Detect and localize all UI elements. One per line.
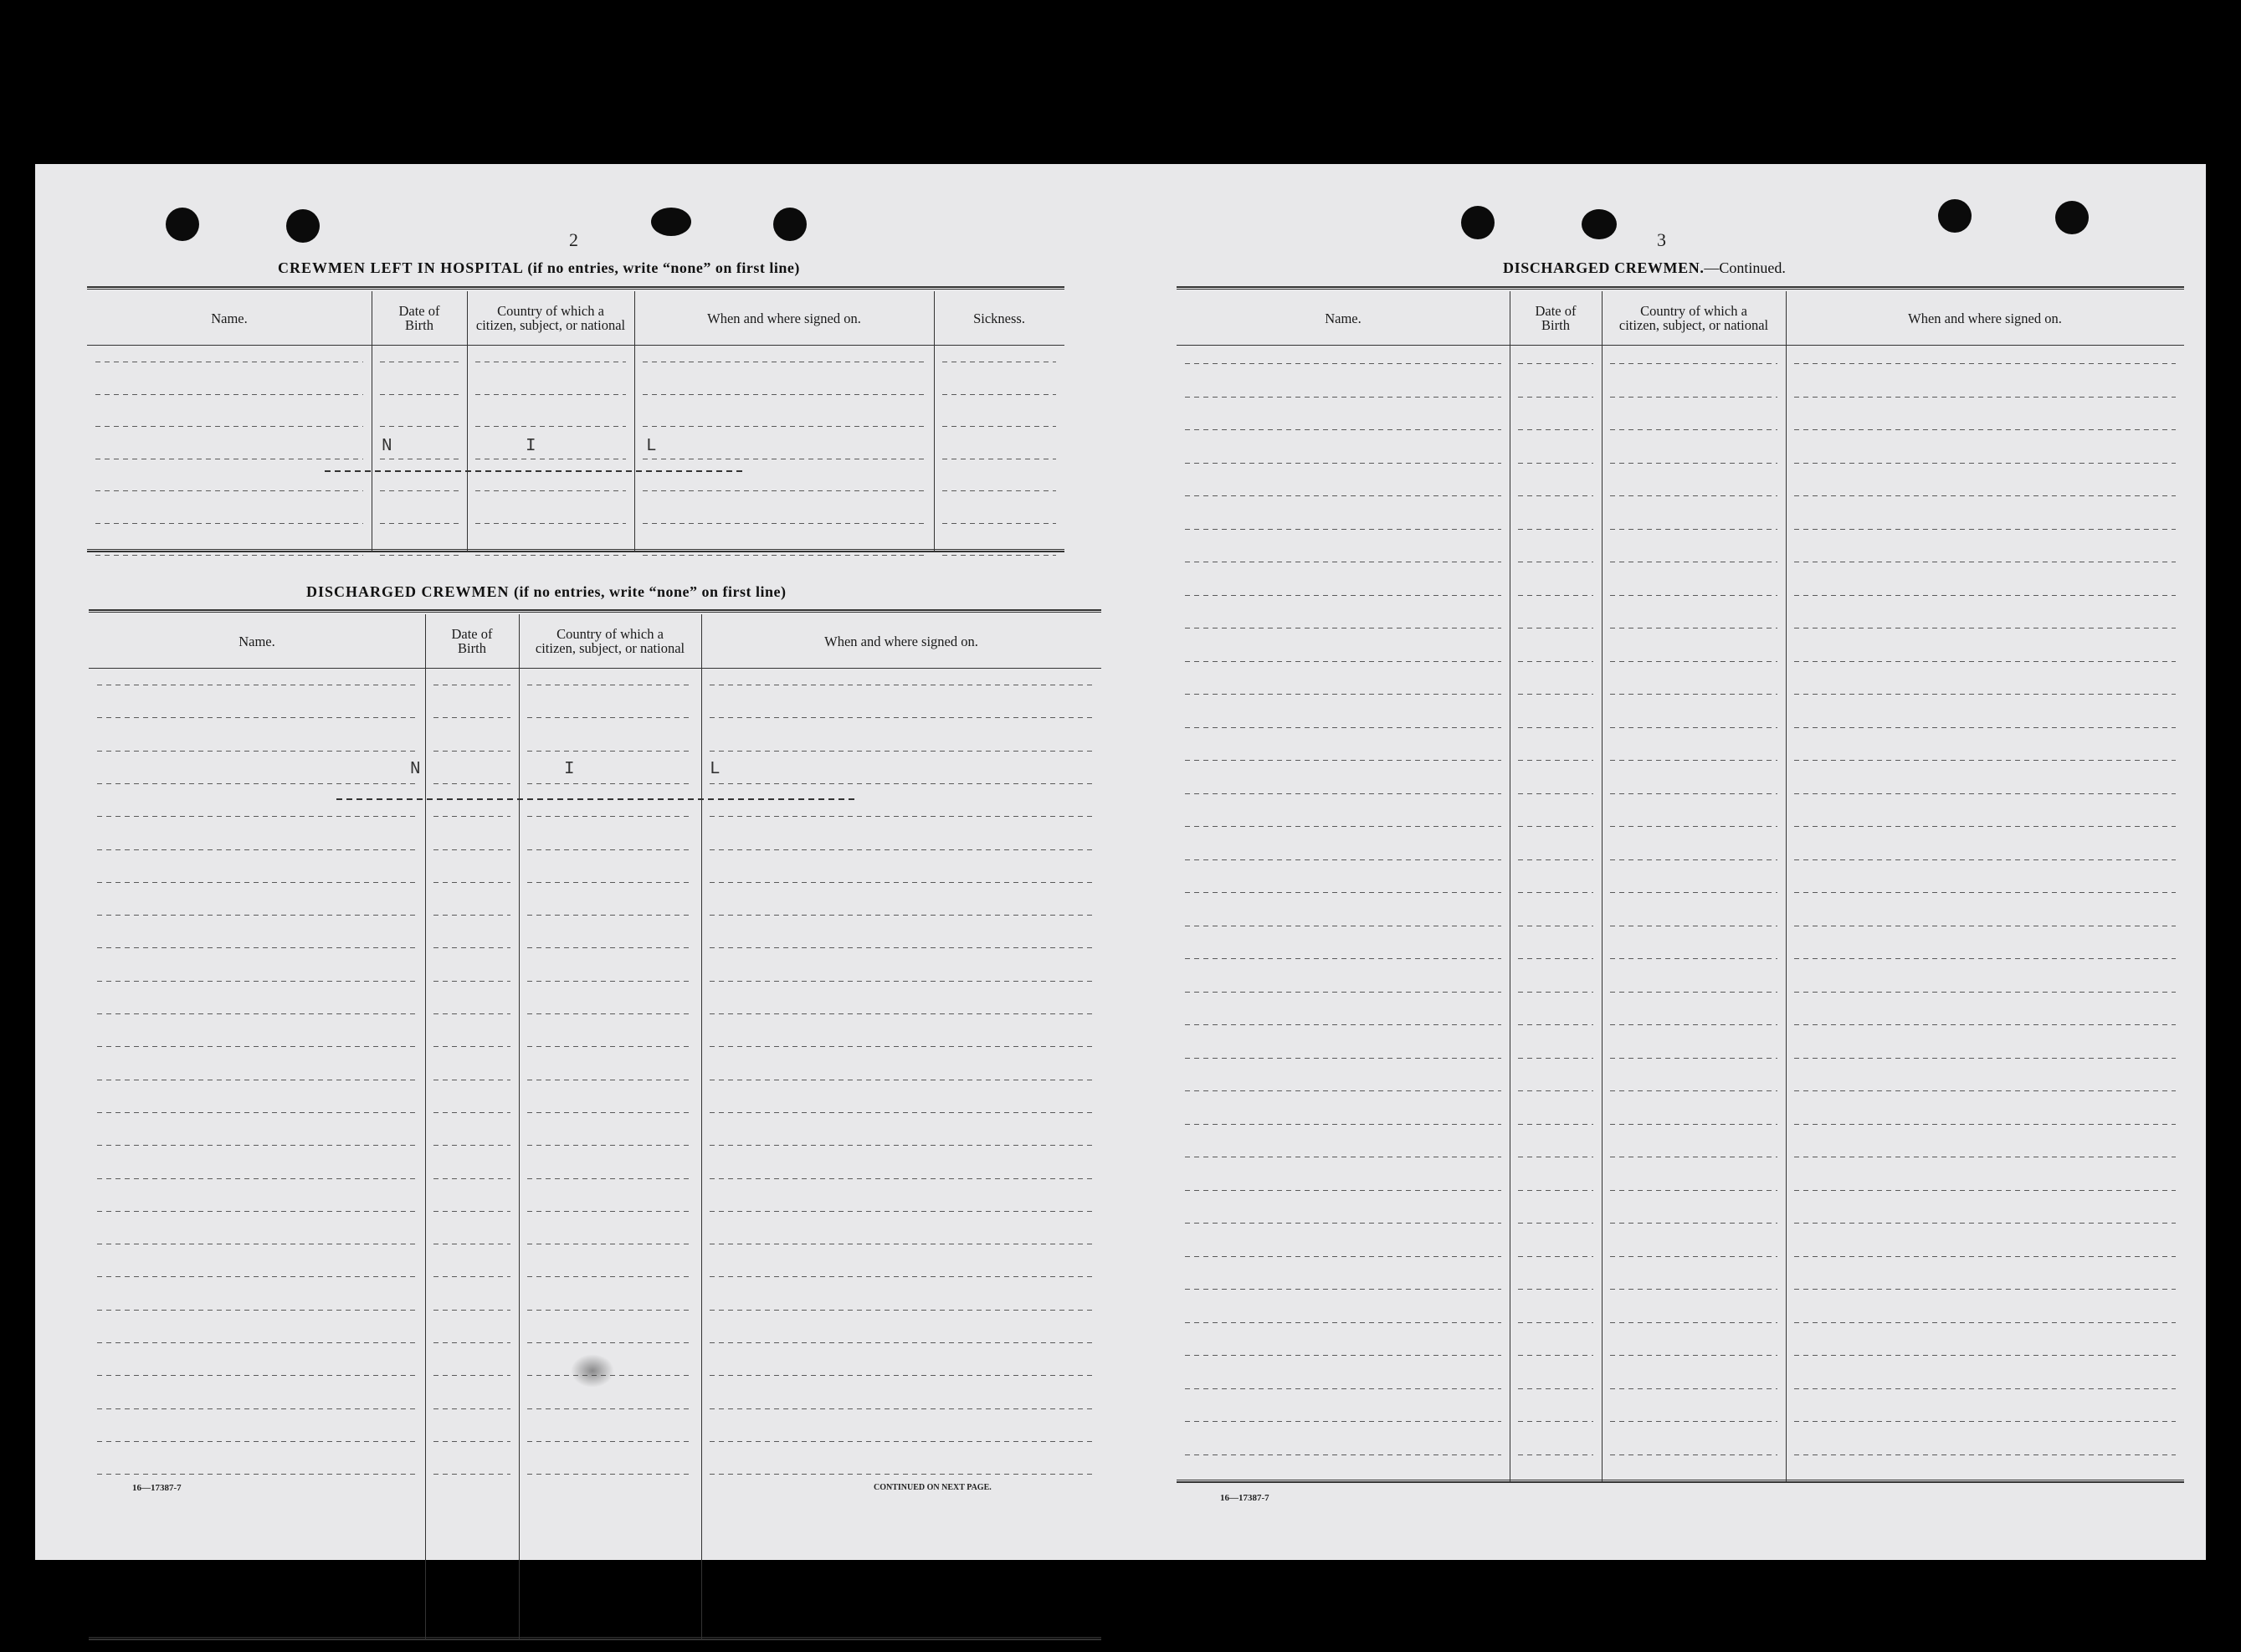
blank-entry-line xyxy=(433,816,510,817)
hospital-section-title xyxy=(278,259,800,277)
blank-entry-line xyxy=(1610,595,1777,596)
blank-entry-line xyxy=(1185,397,1501,398)
blank-entry-line xyxy=(1518,1190,1593,1191)
blank-entry-line xyxy=(1794,1058,2176,1059)
blank-entry-line xyxy=(97,882,417,883)
blank-entry-line xyxy=(433,947,510,948)
blank-entry-line xyxy=(1610,694,1777,695)
blank-entry-line xyxy=(1185,661,1501,662)
blank-entry-line xyxy=(710,1375,1093,1376)
blank-entry-line xyxy=(1610,661,1777,662)
column-header-name: Name. xyxy=(238,633,275,649)
blank-entry-line xyxy=(1610,1355,1777,1356)
punch-hole xyxy=(166,208,199,241)
blank-entry-line xyxy=(1185,793,1501,794)
column-header-signed-on: When and where signed on. xyxy=(824,633,978,649)
blank-entry-line xyxy=(1518,495,1593,496)
blank-entry-line xyxy=(97,717,417,718)
page-number: 3 xyxy=(1657,229,1666,250)
blank-entry-line xyxy=(97,1046,417,1047)
blank-entry-line xyxy=(527,1211,693,1212)
continued-note: CONTINUED ON NEXT PAGE. xyxy=(874,1483,992,1492)
blank-entry-line xyxy=(527,717,693,718)
blank-entry-line xyxy=(1794,1454,2176,1455)
section-note: (if no entries, write “none” on first line) xyxy=(514,583,787,600)
blank-entry-line xyxy=(97,1211,417,1212)
blank-entry-line xyxy=(527,1178,693,1179)
punch-hole xyxy=(2055,201,2089,234)
ink-smudge xyxy=(571,1354,614,1388)
blank-entry-line xyxy=(527,849,693,850)
blank-entry-line xyxy=(1794,595,2176,596)
blank-entry-line xyxy=(1610,1289,1777,1290)
blank-entry-line xyxy=(433,1375,510,1376)
blank-entry-line xyxy=(433,1145,510,1146)
column-header-signed-on: When and where signed on. xyxy=(1908,310,2062,326)
blank-entry-line xyxy=(527,947,693,948)
typed-dash-line xyxy=(325,470,743,472)
blank-entry-line xyxy=(433,882,510,883)
blank-entry-line xyxy=(97,915,417,916)
blank-entry-line xyxy=(1185,1124,1501,1125)
blank-entry-line xyxy=(97,816,417,817)
section-note: (if no entries, write “none” on first line) xyxy=(527,259,800,276)
blank-entry-line xyxy=(433,1046,510,1047)
form-number: 16—17387-7 xyxy=(132,1483,182,1493)
blank-entry-line xyxy=(433,1013,510,1014)
blank-entry-line xyxy=(1794,760,2176,761)
blank-entry-line xyxy=(1794,463,2176,464)
table-bottom-rule xyxy=(89,1637,1101,1640)
blank-entry-line xyxy=(95,523,363,524)
blank-entry-line xyxy=(1610,397,1777,398)
blank-entry-line xyxy=(1794,1322,2176,1323)
column-header-text: Country of which a citizen, subject, or national xyxy=(475,303,626,333)
blank-entry-line xyxy=(1794,694,2176,695)
blank-entry-line xyxy=(1518,1388,1593,1389)
blank-entry-line xyxy=(97,1408,417,1409)
column-divider xyxy=(425,614,426,1639)
blank-entry-line xyxy=(1794,661,2176,662)
blank-entry-line xyxy=(1185,529,1501,530)
table-bottom-rule xyxy=(87,549,1064,552)
blank-entry-line xyxy=(1794,793,2176,794)
blank-entry-line xyxy=(710,751,1093,752)
blank-entry-line xyxy=(1185,1256,1501,1257)
blank-entry-line xyxy=(433,981,510,982)
column-header-name: Name. xyxy=(211,310,248,326)
blank-entry-line xyxy=(97,1178,417,1179)
table-top-rule xyxy=(87,286,1064,290)
blank-entry-line xyxy=(380,555,459,556)
blank-entry-line xyxy=(643,394,926,395)
blank-entry-line xyxy=(527,1310,693,1311)
blank-entry-line xyxy=(1185,1454,1501,1455)
blank-entry-line xyxy=(1794,1289,2176,1290)
typed-letter: N xyxy=(410,760,421,779)
blank-entry-line xyxy=(433,1178,510,1179)
blank-entry-line xyxy=(380,523,459,524)
blank-entry-line xyxy=(710,1310,1093,1311)
blank-entry-line xyxy=(1610,727,1777,728)
blank-entry-line xyxy=(1518,1024,1593,1025)
blank-entry-line xyxy=(1794,1355,2176,1356)
blank-entry-line xyxy=(97,1441,417,1442)
blank-entry-line xyxy=(710,1145,1093,1146)
blank-entry-line xyxy=(710,1474,1093,1475)
blank-entry-line xyxy=(1610,1090,1777,1091)
blank-entry-line xyxy=(527,1276,693,1277)
blank-entry-line xyxy=(527,1046,693,1047)
blank-entry-line xyxy=(710,1408,1093,1409)
blank-entry-line xyxy=(1518,793,1593,794)
blank-entry-line xyxy=(643,523,926,524)
blank-entry-line xyxy=(1794,1090,2176,1091)
blank-entry-line xyxy=(1794,397,2176,398)
blank-entry-line xyxy=(95,555,363,556)
form-number: 16—17387-7 xyxy=(1220,1493,1269,1503)
blank-entry-line xyxy=(942,394,1056,395)
punch-hole xyxy=(651,208,691,236)
blank-entry-line xyxy=(97,1145,417,1146)
blank-entry-line xyxy=(433,717,510,718)
blank-entry-line xyxy=(1518,958,1593,959)
table-header-rule xyxy=(1177,345,2184,346)
column-header-date-of-birth xyxy=(1510,291,1602,345)
blank-entry-line xyxy=(1610,1421,1777,1422)
typed-letter: L xyxy=(646,437,657,456)
column-header-signed-on: When and where signed on. xyxy=(707,310,861,326)
blank-entry-line xyxy=(1794,1024,2176,1025)
blank-entry-line xyxy=(1610,859,1777,860)
blank-entry-line xyxy=(942,490,1056,491)
blank-entry-line xyxy=(1518,363,1593,364)
column-divider xyxy=(701,614,702,1639)
blank-entry-line xyxy=(527,1342,693,1343)
blank-entry-line xyxy=(95,426,363,427)
blank-entry-line xyxy=(1185,892,1501,893)
blank-entry-line xyxy=(1610,1124,1777,1125)
blank-entry-line xyxy=(527,816,693,817)
blank-entry-line xyxy=(1185,958,1501,959)
discharged-continued-table xyxy=(1177,286,2184,1652)
section-title-text: CREWMEN LEFT IN HOSPITAL xyxy=(278,259,523,276)
typed-dash-line xyxy=(336,798,857,800)
blank-entry-line xyxy=(710,1342,1093,1343)
blank-entry-line xyxy=(1518,1454,1593,1455)
blank-entry-line xyxy=(1518,859,1593,860)
blank-entry-line xyxy=(1610,1388,1777,1389)
blank-entry-line xyxy=(433,1112,510,1113)
blank-entry-line xyxy=(97,849,417,850)
blank-entry-line xyxy=(710,1441,1093,1442)
section-title-text: DISCHARGED CREWMEN. xyxy=(1503,259,1705,276)
blank-entry-line xyxy=(1610,495,1777,496)
blank-entry-line xyxy=(97,1310,417,1311)
blank-entry-line xyxy=(97,1112,417,1113)
blank-entry-line xyxy=(1518,1289,1593,1290)
blank-entry-line xyxy=(433,751,510,752)
blank-entry-line xyxy=(1610,793,1777,794)
blank-entry-line xyxy=(1610,958,1777,959)
blank-entry-line xyxy=(710,1112,1093,1113)
blank-entry-line xyxy=(475,490,626,491)
page-number: 2 xyxy=(569,229,578,250)
blank-entry-line xyxy=(710,1276,1093,1277)
blank-entry-line xyxy=(1185,1058,1501,1059)
column-header-text: Date of Birth xyxy=(398,303,440,333)
blank-entry-line xyxy=(527,1441,693,1442)
blank-entry-line xyxy=(1185,1090,1501,1091)
column-header-country xyxy=(1602,291,1786,345)
blank-entry-line xyxy=(527,915,693,916)
blank-entry-line xyxy=(97,1276,417,1277)
blank-entry-line xyxy=(97,751,417,752)
blank-entry-line xyxy=(433,1408,510,1409)
blank-entry-line xyxy=(1518,694,1593,695)
punch-hole xyxy=(773,208,807,241)
column-header-text: Country of which a citizen, subject, or national xyxy=(535,626,685,656)
blank-entry-line xyxy=(1185,1289,1501,1290)
blank-entry-line xyxy=(1794,859,2176,860)
blank-entry-line xyxy=(527,751,693,752)
blank-entry-line xyxy=(1610,1223,1777,1224)
blank-entry-line xyxy=(1185,992,1501,993)
column-header-text: Date of Birth xyxy=(451,626,493,656)
discharged-section-title xyxy=(306,583,786,601)
column-divider xyxy=(1602,291,1603,1481)
blank-entry-line xyxy=(1610,463,1777,464)
blank-entry-line xyxy=(1518,1090,1593,1091)
column-header-text: Date of Birth xyxy=(1535,303,1577,333)
blank-entry-line xyxy=(1794,1190,2176,1191)
blank-entry-line xyxy=(527,1013,693,1014)
column-header-country xyxy=(467,291,634,345)
blank-entry-line xyxy=(1610,1322,1777,1323)
blank-entry-line xyxy=(433,1342,510,1343)
blank-entry-line xyxy=(1794,429,2176,430)
blank-entry-line xyxy=(97,1013,417,1014)
punch-hole xyxy=(1461,206,1495,239)
blank-entry-line xyxy=(1610,429,1777,430)
table-top-rule xyxy=(89,609,1101,613)
blank-entry-line xyxy=(1610,1024,1777,1025)
blank-entry-line xyxy=(1518,1256,1593,1257)
blank-entry-line xyxy=(1794,826,2176,827)
blank-entry-line xyxy=(475,426,626,427)
column-divider xyxy=(519,614,520,1639)
column-header-sickness: Sickness. xyxy=(973,310,1025,326)
blank-entry-line xyxy=(95,394,363,395)
column-header-text: Country of which a citizen, subject, or national xyxy=(1618,303,1769,333)
blank-entry-line xyxy=(942,523,1056,524)
blank-entry-line xyxy=(1610,826,1777,827)
blank-entry-line xyxy=(710,882,1093,883)
blank-entry-line xyxy=(942,555,1056,556)
blank-entry-line xyxy=(1185,1388,1501,1389)
blank-entry-line xyxy=(1518,1421,1593,1422)
blank-entry-line xyxy=(97,783,417,784)
blank-entry-line xyxy=(1794,495,2176,496)
blank-entry-line xyxy=(433,1474,510,1475)
blank-entry-line xyxy=(710,1211,1093,1212)
blank-entry-line xyxy=(1794,1223,2176,1224)
blank-entry-line xyxy=(643,490,926,491)
blank-entry-line xyxy=(1518,892,1593,893)
blank-entry-line xyxy=(710,849,1093,850)
blank-entry-line xyxy=(433,1211,510,1212)
blank-entry-line xyxy=(1518,397,1593,398)
section-continued-text: —Continued. xyxy=(1704,259,1786,276)
table-header-rule xyxy=(87,345,1064,346)
blank-entry-line xyxy=(1185,760,1501,761)
blank-entry-line xyxy=(1185,363,1501,364)
blank-entry-line xyxy=(1794,727,2176,728)
blank-entry-line xyxy=(433,1276,510,1277)
blank-entry-line xyxy=(1185,429,1501,430)
blank-entry-line xyxy=(1794,1124,2176,1125)
blank-entry-line xyxy=(643,426,926,427)
blank-entry-line xyxy=(527,882,693,883)
blank-entry-line xyxy=(1794,892,2176,893)
blank-entry-line xyxy=(475,555,626,556)
blank-entry-line xyxy=(710,1013,1093,1014)
blank-entry-line xyxy=(1518,1058,1593,1059)
blank-entry-line xyxy=(1518,760,1593,761)
blank-entry-line xyxy=(97,1375,417,1376)
blank-entry-line xyxy=(710,915,1093,916)
blank-entry-line xyxy=(475,523,626,524)
blank-entry-line xyxy=(1185,595,1501,596)
blank-entry-line xyxy=(710,1046,1093,1047)
form-sheet xyxy=(35,164,2206,1560)
blank-entry-line xyxy=(1185,859,1501,860)
blank-entry-line xyxy=(1185,1024,1501,1025)
column-header-date-of-birth xyxy=(372,291,467,345)
blank-entry-line xyxy=(710,947,1093,948)
table-bottom-rule xyxy=(1177,1480,2184,1483)
blank-entry-line xyxy=(1610,363,1777,364)
blank-entry-line xyxy=(1794,992,2176,993)
blank-entry-line xyxy=(1185,694,1501,695)
blank-entry-line xyxy=(475,394,626,395)
blank-entry-line xyxy=(1610,1058,1777,1059)
blank-entry-line xyxy=(433,783,510,784)
blank-entry-line xyxy=(1610,892,1777,893)
blank-entry-line xyxy=(1185,727,1501,728)
blank-entry-line xyxy=(1185,1190,1501,1191)
punch-hole xyxy=(286,209,320,243)
blank-entry-line xyxy=(1610,1256,1777,1257)
column-header-name: Name. xyxy=(1325,310,1362,326)
blank-entry-line xyxy=(1185,495,1501,496)
blank-entry-line xyxy=(1518,1223,1593,1224)
typed-letter: N xyxy=(382,437,392,456)
blank-entry-line xyxy=(1610,760,1777,761)
blank-entry-line xyxy=(1794,958,2176,959)
typed-letter: I xyxy=(526,437,536,456)
blank-entry-line xyxy=(1794,1388,2176,1389)
blank-entry-line xyxy=(433,915,510,916)
blank-entry-line xyxy=(643,555,926,556)
section-title-text: DISCHARGED CREWMEN xyxy=(306,583,510,600)
blank-entry-line xyxy=(710,1178,1093,1179)
blank-entry-line xyxy=(97,947,417,948)
blank-entry-line xyxy=(380,394,459,395)
punch-hole xyxy=(1582,209,1617,239)
table-header-rule xyxy=(89,668,1101,669)
blank-entry-line xyxy=(1185,1355,1501,1356)
blank-entry-line xyxy=(1185,1421,1501,1422)
blank-entry-line xyxy=(1185,463,1501,464)
blank-entry-line xyxy=(710,783,1093,784)
blank-entry-line xyxy=(433,849,510,850)
hospital-table xyxy=(87,286,1064,556)
blank-entry-line xyxy=(1518,595,1593,596)
column-divider xyxy=(1786,291,1787,1481)
column-header-date-of-birth xyxy=(425,614,519,668)
blank-entry-line xyxy=(527,1145,693,1146)
blank-entry-line xyxy=(710,816,1093,817)
blank-entry-line xyxy=(1518,429,1593,430)
blank-entry-line xyxy=(433,1441,510,1442)
blank-entry-line xyxy=(95,490,363,491)
blank-entry-line xyxy=(1794,1256,2176,1257)
blank-entry-line xyxy=(1794,363,2176,364)
blank-entry-line xyxy=(1518,463,1593,464)
column-header-country xyxy=(519,614,701,668)
blank-entry-line xyxy=(527,1112,693,1113)
discharged-continued-title xyxy=(1503,259,1786,277)
blank-entry-line xyxy=(527,1408,693,1409)
blank-entry-line xyxy=(1610,1190,1777,1191)
punch-hole xyxy=(1938,199,1972,233)
blank-entry-line xyxy=(1518,529,1593,530)
blank-entry-line xyxy=(527,1474,693,1475)
blank-entry-line xyxy=(380,490,459,491)
blank-entry-line xyxy=(1610,1454,1777,1455)
blank-entry-line xyxy=(97,1342,417,1343)
blank-entry-line xyxy=(1610,529,1777,530)
blank-entry-line xyxy=(1518,661,1593,662)
blank-entry-line xyxy=(942,426,1056,427)
blank-entry-line xyxy=(1185,1322,1501,1323)
typed-letter: L xyxy=(710,760,721,779)
blank-entry-line xyxy=(433,1310,510,1311)
blank-entry-line xyxy=(1185,1223,1501,1224)
blank-entry-line xyxy=(1794,529,2176,530)
blank-entry-line xyxy=(1518,992,1593,993)
blank-entry-line xyxy=(1610,992,1777,993)
typed-letter: I xyxy=(564,760,575,779)
blank-entry-line xyxy=(1518,1322,1593,1323)
blank-entry-line xyxy=(380,426,459,427)
blank-entry-line xyxy=(1794,1421,2176,1422)
blank-entry-line xyxy=(710,717,1093,718)
blank-entry-line xyxy=(1518,1124,1593,1125)
blank-entry-line xyxy=(97,981,417,982)
blank-entry-line xyxy=(710,981,1093,982)
blank-entry-line xyxy=(527,981,693,982)
blank-entry-line xyxy=(1518,1355,1593,1356)
blank-entry-line xyxy=(1185,826,1501,827)
blank-entry-line xyxy=(527,783,693,784)
blank-entry-line xyxy=(1518,826,1593,827)
blank-entry-line xyxy=(97,1474,417,1475)
blank-entry-line xyxy=(1518,727,1593,728)
table-top-rule xyxy=(1177,286,2184,290)
